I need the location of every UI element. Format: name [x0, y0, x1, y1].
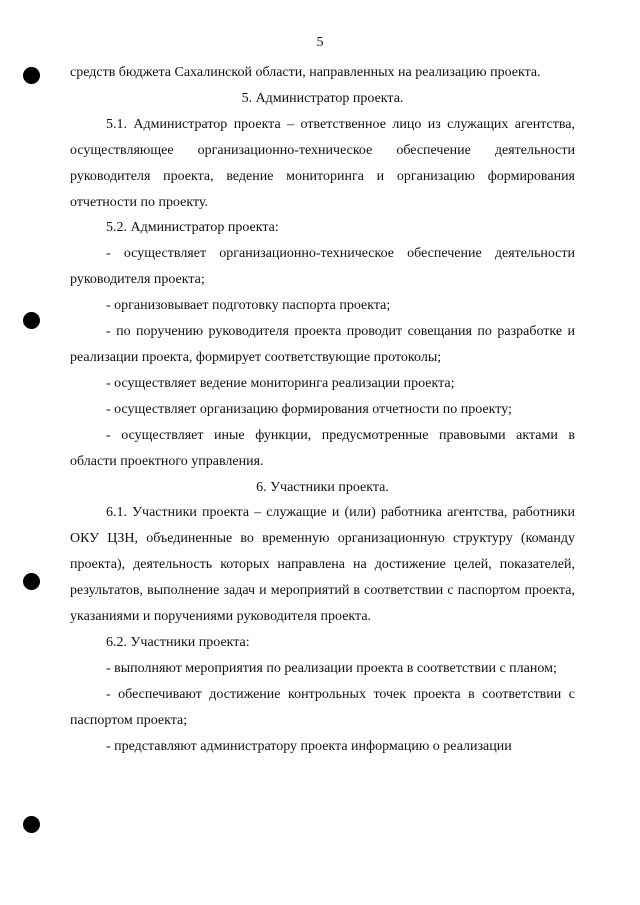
- list-item: - по поручению руководителя проекта проводит совещания по разработке и реализации проекта, формирует соответствующие протоколы;: [70, 324, 575, 365]
- list-item: - осуществляет ведение мониторинга реализации проекта;: [106, 375, 455, 391]
- paragraph: 6.1. Участники проекта – служащие и (или) работника агентства, работники ОКУ ЦЗН, объединенные во временную организационную структуру (команду проекта), деятельность которых направлена на достижение целей, показателей, результатов, выполнение задач и мероприятий в соответствии с паспортом проекта, указаниями и поручениями руководителя проекта.: [70, 505, 575, 625]
- binder-hole-4: [23, 816, 40, 833]
- section-heading: 5. Администратор проекта.: [241, 90, 404, 106]
- paragraph: 5.2. Администратор проекта:: [106, 220, 279, 236]
- document-body: [70, 60, 575, 759]
- paragraph: средств бюджета Сахалинской области, направленных на реализацию проекта.: [70, 65, 541, 80]
- page-number: 5: [316, 35, 324, 50]
- paragraph: 5.1. Администратор проекта – ответственное лицо из служащих агентства, осуществляющее организационно-техническое обеспечение деятельности руководителя проекта, ведение мониторинга и организацию формирования отчетности по проекту.: [70, 116, 575, 210]
- list-item: - выполняют мероприятия по реализации проекта в соответствии с планом;: [106, 660, 557, 676]
- paragraph: 6.2. Участники проекта:: [106, 634, 250, 650]
- section-heading: 6. Участники проекта.: [256, 479, 389, 495]
- binder-hole-1: [23, 67, 40, 84]
- list-item: - организовывает подготовку паспорта проекта;: [106, 298, 391, 314]
- binder-hole-3: [23, 573, 40, 590]
- list-item: - представляют администратору проекта информацию о реализации: [106, 738, 512, 754]
- list-item: - осуществляет иные функции, предусмотренные правовыми актами в области проектного управления.: [70, 427, 575, 469]
- list-item: - осуществляет организационно-техническое обеспечение деятельности руководителя проекта;: [70, 246, 575, 288]
- list-item: - обеспечивают достижение контрольных точек проекта в соответствии с паспортом проекта;: [70, 686, 575, 728]
- binder-hole-2: [23, 312, 40, 329]
- list-item: - осуществляет организацию формирования отчетности по проекту;: [106, 401, 512, 417]
